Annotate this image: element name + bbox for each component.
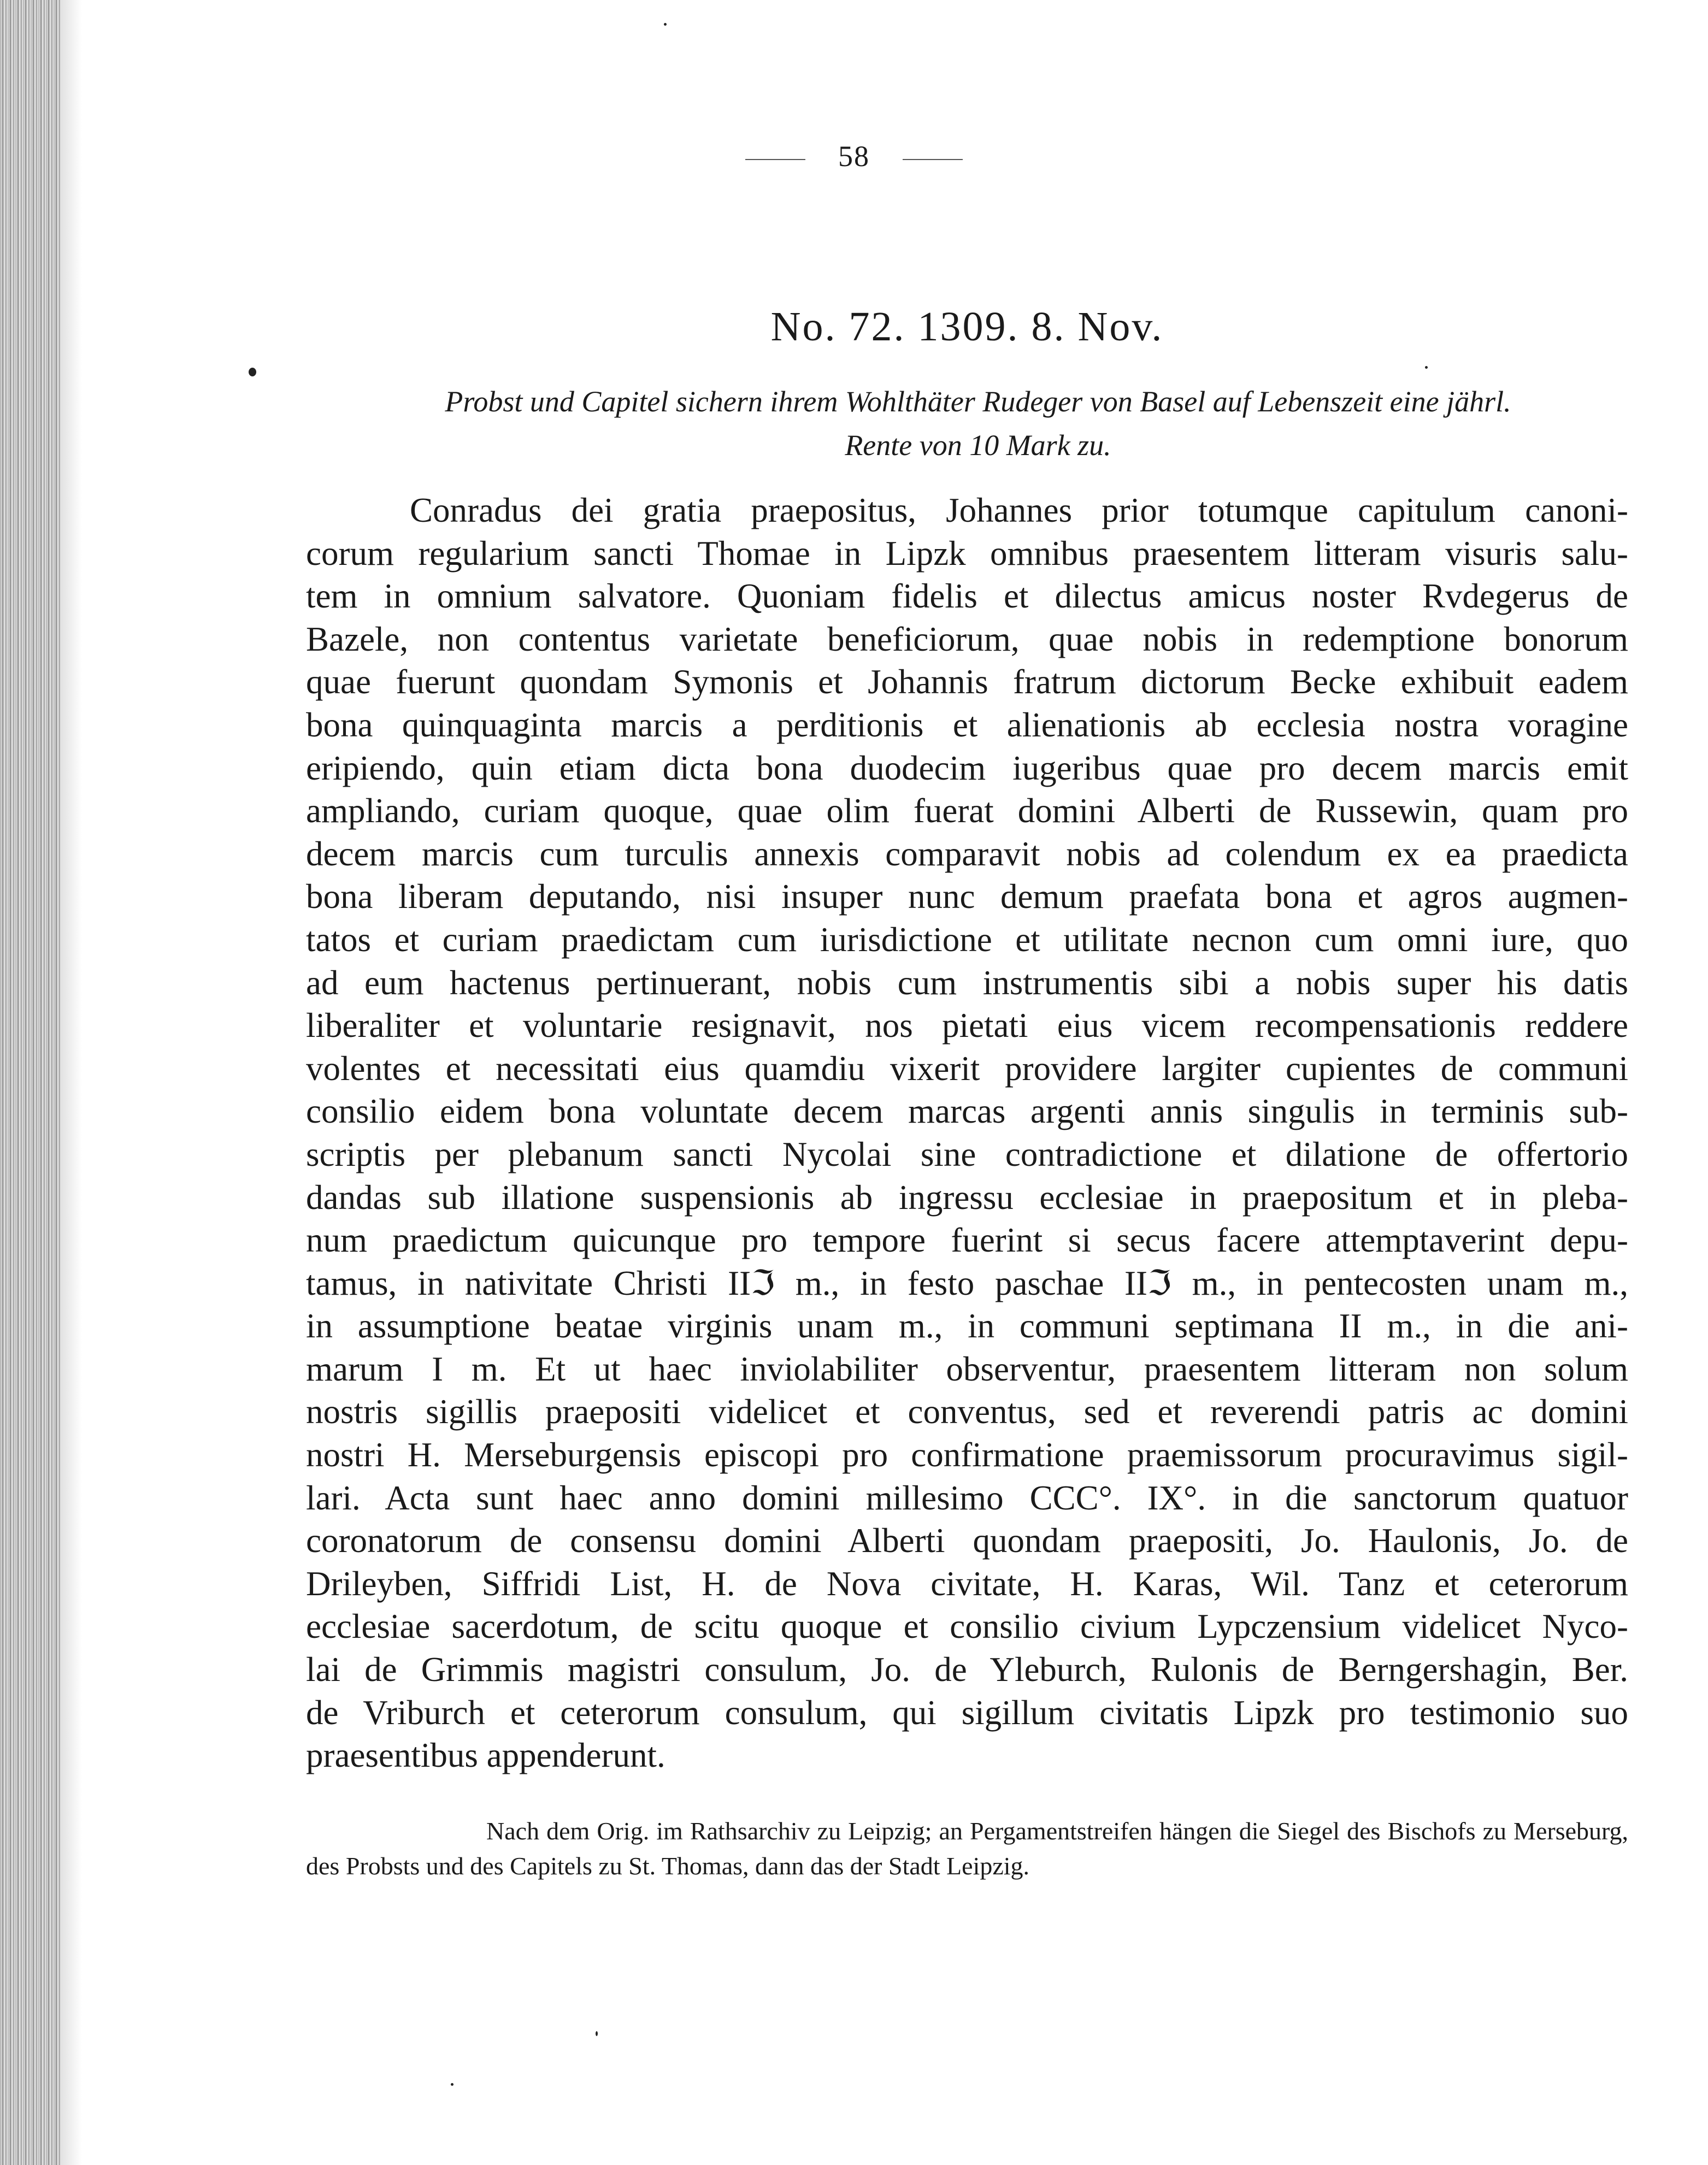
body-line: de Vriburch et ceterorum consulum, qui sigillum civitatis Lipzk pro testimonio suo: [306, 1693, 1628, 1732]
body-line: num praedictum quicunque pro tempore fuerint si secus facere attemptaverint depu-: [306, 1221, 1628, 1260]
body-line: nostri H. Merseburgensis episcopi pro confirmatione praemissorum procuravimus sigil-: [306, 1436, 1628, 1474]
body-line: dandas sub illatione suspensionis ab ingressu ecclesiae in praepositum et in pleba-: [306, 1178, 1628, 1217]
body-line: ad eum hactenus pertinuerant, nobis cum instrumentis sibi a nobis super his datis: [306, 963, 1628, 1002]
source-note: Nach dem Orig. im Rathsarchiv zu Leipzig; an Pergamentstreifen hängen die Siegel des Bischofs zu Merseburg, des Probsts und des Capitels zu St. Thomas, dann das der Stadt Leipzig.: [306, 1817, 1628, 1880]
body-line: in assumptione beatae virginis unam m., in communi septimana II m., in die ani-: [306, 1307, 1628, 1346]
body-line: marum I m. Et ut haec inviolabiliter observentur, praesentem litteram non solum: [306, 1349, 1628, 1388]
document-heading: No. 72. 1309. 8. Nov.: [770, 304, 1164, 350]
document-summary: [328, 380, 1628, 467]
body-line: corum regularium sancti Thomae in Lipzk omnibus praesentem litteram visuris salu-: [306, 534, 1628, 573]
body-line: decem marcis cum turculis annexis comparavit nobis ad colendum ex ea praedicta: [306, 834, 1628, 873]
scan-speck: [596, 2031, 598, 2036]
body-line: Bazele, non contentus varietate beneficiorum, quae nobis in redemptione bonorum: [306, 620, 1628, 658]
scan-speck: [249, 368, 256, 376]
summary-line: Rente von 10 Mark zu.: [845, 429, 1111, 462]
body-line: nostris sigillis praepositi videlicet et conventus, sed et reverendi patris ac domini: [306, 1393, 1628, 1431]
scan-speck: [451, 2083, 453, 2086]
scan-edge-shadow: [60, 0, 82, 2165]
header-dash-right: [903, 159, 963, 160]
body-line: lari. Acta sunt haec anno domini millesimo CCC°. IX°. in die sanctorum quatuor: [306, 1478, 1628, 1517]
scan-binding-edge: [0, 0, 60, 2165]
body-line: bona liberam deputando, nisi insuper nunc demum praefata bona et agros augmen-: [306, 877, 1628, 916]
body-line: bona quinquaginta marcis a perditionis et alienationis ab ecclesia nostra voragine: [306, 705, 1628, 744]
scan-speck: [1425, 366, 1428, 369]
body-line: lai de Grimmis magistri consulum, Jo. de Yleburch, Rulonis de Berngershagin, Ber.: [306, 1650, 1628, 1689]
body-line: tamus, in nativitate Christi IIℑ m., in festo paschae IIℑ m., in pentecosten unam m.,: [306, 1264, 1628, 1302]
page-number-header: [0, 139, 1708, 173]
body-line: eripiendo, quin etiam dicta bona duodecim iugeribus quae pro decem marcis emit: [306, 748, 1628, 787]
body-line: ecclesiae sacerdotum, de scitu quoque et consilio civium Lypczensium videlicet Nyco-: [306, 1607, 1628, 1646]
body-line: quae fuerunt quondam Symonis et Johannis fratrum dictorum Becke exhibuit eadem: [306, 663, 1628, 701]
summary-line: Probst und Capitel sichern ihrem Wohlthäter Rudeger von Basel auf Lebenszeit eine jährl.: [445, 385, 1511, 418]
body-line: volentes et necessitati eius quamdiu vixerit providere largiter cupientes de communi: [306, 1049, 1628, 1088]
body-line: consilio eidem bona voluntate decem marcas argenti annis singulis in terminis sub-: [306, 1092, 1628, 1131]
body-line: Conradus dei gratia praepositus, Johannes prior totumque capitulum canoni-: [410, 491, 1628, 529]
header-dash-left: [745, 159, 805, 160]
body-line: Drileyben, Siffridi List, H. de Nova civitate, H. Karas, Wil. Tanz et ceterorum: [306, 1564, 1628, 1603]
document-body: [306, 489, 1628, 1777]
body-line: ampliando, curiam quoque, quae olim fuerat domini Alberti de Russewin, quam pro: [306, 792, 1628, 830]
body-line: scriptis per plebanum sancti Nycolai sine contradictione et dilatione de offertorio: [306, 1135, 1628, 1173]
body-line: liberaliter et voluntarie resignavit, nos pietati eius vicem recompensationis reddere: [306, 1006, 1628, 1045]
body-line: praesentibus appenderunt.: [306, 1736, 665, 1775]
body-line: tem in omnium salvatore. Quoniam fidelis et dilectus amicus noster Rvdegerus de: [306, 577, 1628, 616]
page-number: 58: [838, 140, 870, 173]
scan-speck: [664, 23, 667, 26]
body-line: coronatorum de consensu domini Alberti quondam praepositi, Jo. Haulonis, Jo. de: [306, 1521, 1628, 1560]
body-line: tatos et curiam praedictam cum iurisdictione et utilitate necnon cum omni iure, quo: [306, 920, 1628, 959]
